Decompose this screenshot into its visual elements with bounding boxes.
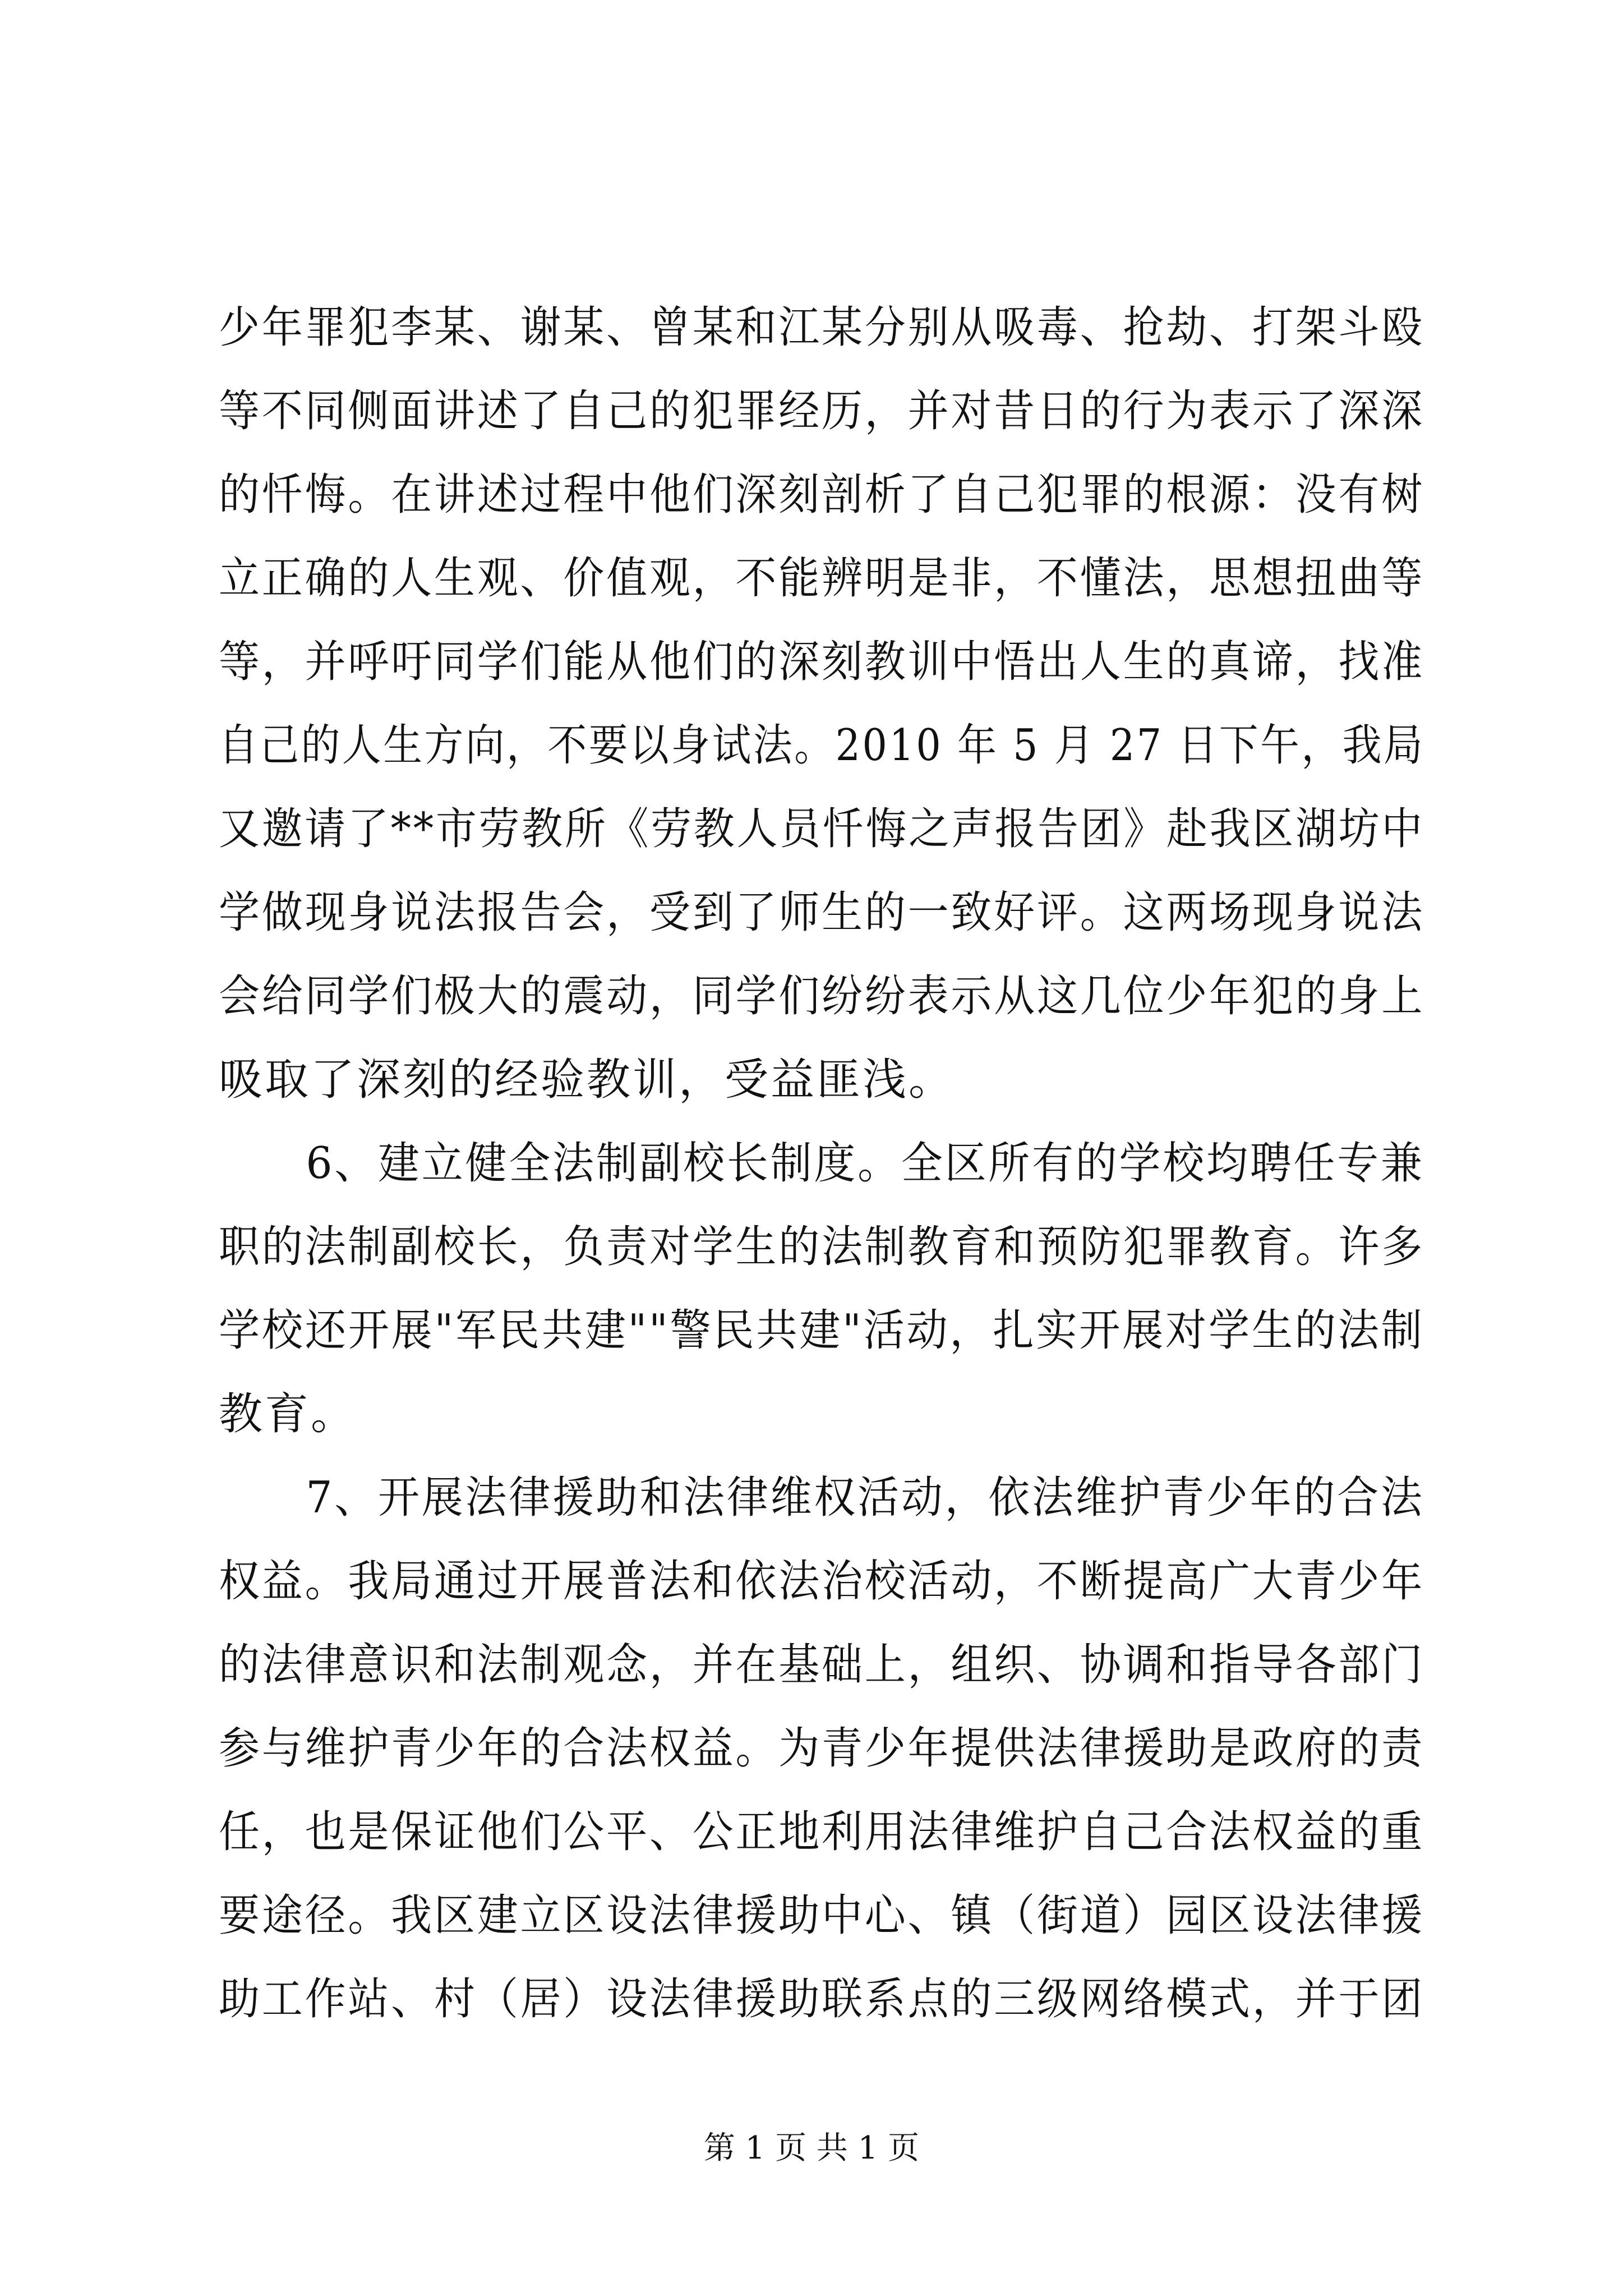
text-line: 要途径。我区建立区设法律援助中心、镇（街道）园区设法律援 [219,1890,1425,1941]
text-line: 又邀请了**市劳教所《劳教人员忏悔之声报告团》赴我区湖坊中 [219,804,1425,854]
text-line: 7、开展法律援助和法律维权活动，依法维护青少年的合法 [219,1473,1424,1523]
text-line: 职的法制副校长，负责对学生的法制教育和预防犯罪教育。许多 [219,1222,1425,1272]
text-line: 的忏悔。在讲述过程中他们深刻剖析了自己犯罪的根源：没有树 [219,470,1425,520]
text-line: 吸取了深刻的经验教训，受益匪浅。 [219,1055,955,1105]
body-text [219,286,1424,2041]
text-line: 的法律意识和法制观念，并在基础上，组织、协调和指导各部门 [219,1640,1425,1690]
page-footer: 第 1 页 共 1 页 [703,2130,920,2166]
text-line: 参与维护青少年的合法权益。为青少年提供法律援助是政府的责 [219,1723,1425,1774]
text-line: 学做现身说法报告会，受到了师生的一致好评。这两场现身说法 [219,887,1425,938]
text-line: 学校还开展"军民共建""警民共建"活动，扎实开展对学生的法制 [219,1305,1424,1356]
text-line: 助工作站、村（居）设法律援助联系点的三级网络模式，并于团 [219,1974,1425,2024]
text-line: 会给同学们极大的震动，同学们纷纷表示从这几位少年犯的身上 [219,971,1425,1022]
text-line: 立正确的人生观、价值观，不能辨明是非，不懂法，思想扭曲等 [219,553,1425,604]
text-line: 教育。 [219,1389,357,1439]
text-line: 6、建立健全法制副校长制度。全区所有的学校均聘任专兼 [219,1138,1424,1189]
text-line: 任，也是保证他们公平、公正地利用法律维护自己合法权益的重 [219,1807,1425,1857]
text-line: 自己的人生方向，不要以身试法。2010 年 5 月 27 日下午，我局 [219,720,1425,771]
text-line: 等不同侧面讲述了自己的犯罪经历，并对昔日的行为表示了深深 [219,386,1425,436]
text-line: 等，并呼吁同学们能从他们的深刻教训中悟出人生的真谛，找准 [219,637,1425,687]
text-line: 权益。我局通过开展普法和依法治校活动，不断提高广大青少年 [219,1556,1425,1607]
text-line: 少年罪犯李某、谢某、曾某和江某分别从吸毒、抢劫、打架斗殴 [219,302,1425,353]
